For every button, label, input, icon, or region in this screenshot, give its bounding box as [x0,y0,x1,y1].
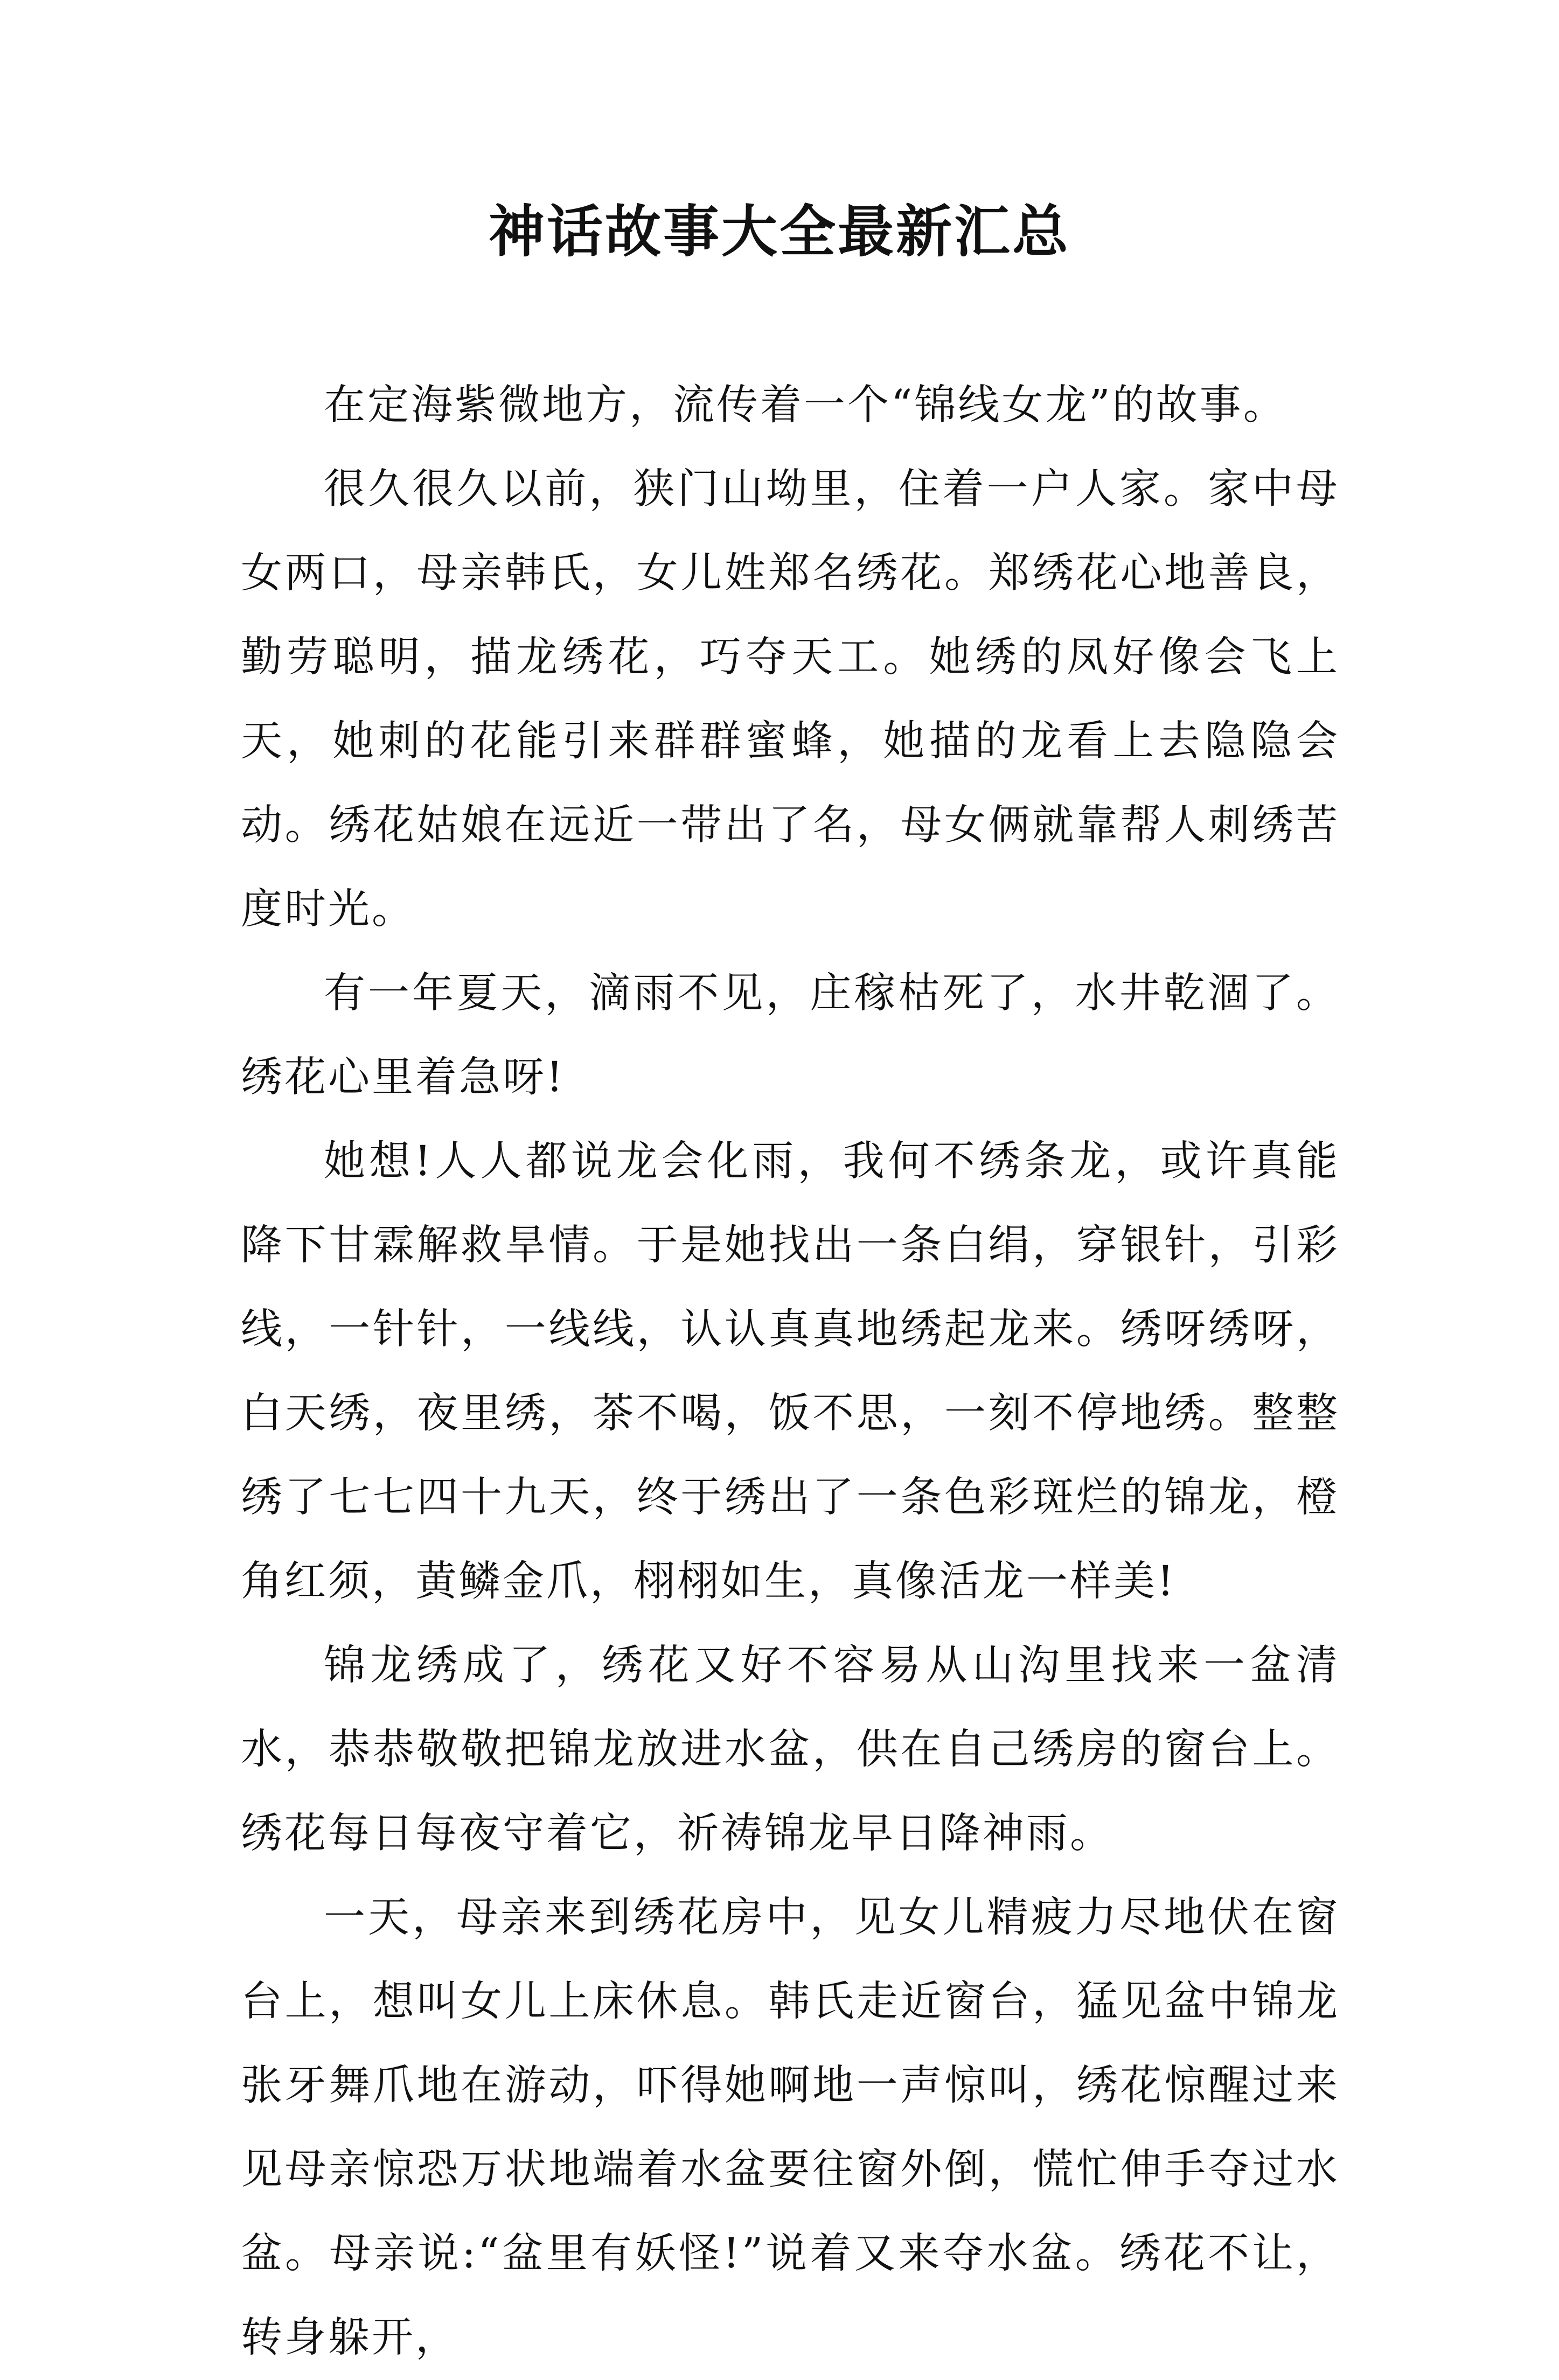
paragraph-6: 一天，母亲来到绣花房中，见女儿精疲力尽地伏在窗台上，想叫女儿上床休息。韩氏走近窗台，猛见盆中锦龙张牙舞爪地在游动，吓得她啊地一声惊叫，绣花惊醒过来见母亲惊恐万状地端着水盆要往窗外倒，慌忙伸手夺过水盆。母亲说:“盆里有妖怪!”说着又来夺水盆。绣花不让，转身躲开， [241,1894,1340,2362]
document-title: 神话故事大全最新汇总 [488,198,1070,264]
paragraph-2: 很久很久以前，狭门山坳里，住着一户人家。家中母女两口，母亲韩氏，女儿姓郑名绣花。郑绣花心地善良，勤劳聪明，描龙绣花，巧夺天工。她绣的凤好像会飞上天，她刺的花能引来群群蜜蜂，她描的龙看上去隐隐会动。绣花姑娘在远近一带出了名，母女俩就靠帮人刺绣苦度时光。 [241,465,1340,933]
paragraph-5: 锦龙绣成了，绣花又好不容易从山沟里找来一盆清水，恭恭敬敬把锦龙放进水盆，供在自己绣房的窗台上。绣花每日每夜守着它，祈祷锦龙早日降神雨。 [241,1642,1340,1858]
paragraph-1: 在定海紫微地方，流传着一个“锦线女龙”的故事。 [324,381,1287,429]
paragraph-3: 有一年夏天，滴雨不见，庄稼枯死了，水井乾涸了。绣花心里着急呀! [241,969,1340,1101]
paragraph-4: 她想!人人都说龙会化雨，我何不绣条龙，或许真能降下甘霖解救旱情。于是她找出一条白绢，穿银针，引彩线，一针针，一线线，认认真真地绣起龙来。绣呀绣呀，白天绣，夜里绣，茶不喝，饭不思，一刻不停地绣。整整绣了七七四十九天，终于绣出了一条色彩斑烂的锦龙，橙角红须，黄鳞金爪，栩栩如生，真像活龙一样美! [241,1137,1340,1606]
document-body [241,364,1340,2380]
